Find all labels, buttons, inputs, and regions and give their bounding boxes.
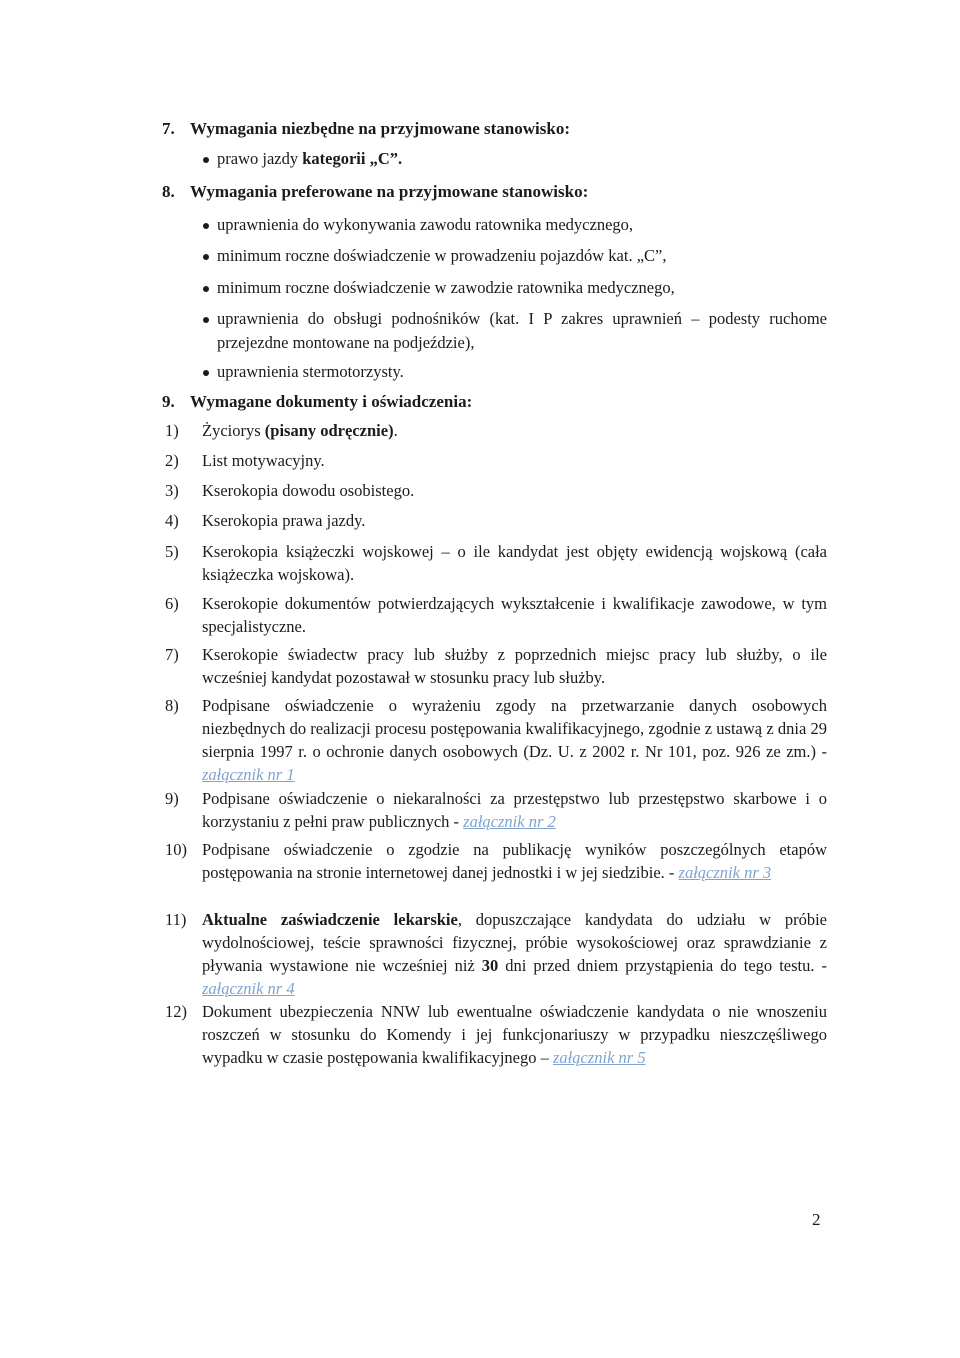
list-item-number: 2) xyxy=(165,451,179,470)
section-8-title: Wymagania preferowane na przyjmowane stanowisko: xyxy=(190,182,589,201)
list-item xyxy=(165,694,827,786)
section-8-bullet xyxy=(217,276,827,300)
bullet-text: uprawnienia do obsługi podnośników (kat. I P zakres uprawnień – podesty ruchome przejezdne montowane na podjeździe), xyxy=(217,309,827,352)
list-item xyxy=(165,1000,827,1069)
list-item xyxy=(165,540,827,586)
list-item-bold-text: Aktualne zaświadczenie lekarskie xyxy=(202,910,458,929)
attachment-link[interactable]: załącznik nr 2 xyxy=(463,812,556,831)
bullet-text: minimum roczne doświadczenie w prowadzeniu pojazdów kat. „C”, xyxy=(217,246,667,265)
list-item-number: 11) xyxy=(165,910,187,929)
list-item-text: , dopuszczające kandydata do udziału w próbie wydolnościowej, teście sprawności fizycznej, próbie wysokościowej oraz sprawdzianie z pływania wystawione nie wcześniej niż xyxy=(202,910,827,975)
section-7-number: 7. xyxy=(162,119,175,138)
list-item-bold-text: (pisany odręcznie) xyxy=(264,421,394,440)
list-item-number: 6) xyxy=(165,594,179,613)
list-item-text: Życiorys xyxy=(202,421,265,440)
list-item-number: 12) xyxy=(165,1002,187,1021)
list-item-number: 7) xyxy=(165,645,179,664)
bullet-dot-icon xyxy=(203,370,209,376)
bullet-text: minimum roczne doświadczenie w zawodzie ratownika medycznego, xyxy=(217,278,675,297)
section-7-title: Wymagania niezbędne na przyjmowane stanowisko: xyxy=(190,119,570,138)
section-9-heading xyxy=(162,390,472,414)
list-item xyxy=(165,419,827,442)
list-item-text-end: . xyxy=(393,421,398,440)
list-item xyxy=(165,592,827,638)
list-item-number: 1) xyxy=(165,421,179,440)
list-item-text: Dokument ubezpieczenia NNW lub ewentualne oświadczenie kandydata o nie wnoszeniu roszczeń w stosunku do Komendy i jej funkcjonariuszy w przypadku nieszczęśliwego wypadku w czasie postępowania kwalifikacyjnego – xyxy=(202,1002,827,1067)
list-item-number: 10) xyxy=(165,840,187,859)
list-item-text: List motywacyjny. xyxy=(202,451,325,470)
list-item-text: Kserokopia dowodu osobistego. xyxy=(202,481,415,500)
attachment-link[interactable]: załącznik nr 4 xyxy=(202,979,295,998)
section-9-title: Wymagane dokumenty i oświadczenia: xyxy=(190,392,473,411)
list-item-number: 4) xyxy=(165,511,179,530)
section-8-heading xyxy=(162,180,588,204)
list-item-number: 8) xyxy=(165,696,179,715)
bullet-bold-text: kategorii „C”. xyxy=(302,149,403,168)
list-item-text: Kserokopia książeczki wojskowej – o ile kandydat jest objęty ewidencją wojskową (cała książeczka wojskowa). xyxy=(202,542,827,584)
list-item-text: Podpisane oświadczenie o zgodzie na publikację wyników poszczególnych etapów postępowania na stronie internetowej danej jednostki i w jej siedzibie. - xyxy=(202,840,827,882)
section-8-number: 8. xyxy=(162,182,175,201)
list-item xyxy=(165,838,827,884)
bullet-text: uprawnienia stermotorzysty. xyxy=(217,362,404,381)
list-item-number: 5) xyxy=(165,542,179,561)
bullet-dot-icon xyxy=(203,286,209,292)
attachment-link[interactable]: załącznik nr 3 xyxy=(678,863,772,882)
list-item xyxy=(165,908,827,1000)
list-item-number: 9) xyxy=(165,789,179,808)
section-8-bullet xyxy=(217,307,827,355)
bullet-dot-icon xyxy=(203,223,209,229)
section-7-heading xyxy=(162,117,570,141)
list-item xyxy=(165,643,827,689)
attachment-link[interactable]: załącznik nr 1 xyxy=(202,765,295,784)
list-item-text: Kserokopie świadectw pracy lub służby z poprzednich miejsc pracy lub służby, o ile wcześniej kandydat pozostawał w stosunku pracy lub służby. xyxy=(202,645,827,687)
section-9-number: 9. xyxy=(162,392,175,411)
bullet-text: prawo jazdy xyxy=(217,149,303,168)
page-number: 2 xyxy=(812,1210,821,1229)
list-item-text: Podpisane oświadczenie o wyrażeniu zgody na przetwarzanie danych osobowych niezbędnych do realizacji procesu postępowania kwalifikacyjnego, zgodnie z ustawą z dnia 29 sierpnia 1997 r. o ochronie danych osobowych (Dz. U. z 2002 r. Nr 101, poz. 926 ze zm.) - xyxy=(202,696,827,761)
attachment-link[interactable]: załącznik nr 5 xyxy=(552,1048,646,1067)
bullet-text: uprawnienia do wykonywania zawodu ratownika medycznego, xyxy=(217,215,634,234)
bullet-dot-icon xyxy=(203,157,209,163)
list-item xyxy=(165,449,827,472)
list-item xyxy=(165,479,827,502)
list-item-text: Kserokopie dokumentów potwierdzających wykształcenie i kwalifikacje zawodowe, w tym specjalistyczne. xyxy=(202,594,827,636)
list-item-number: 3) xyxy=(165,481,179,500)
list-item-text: Podpisane oświadczenie o niekaralności za przestępstwo lub przestępstwo skarbowe i o korzystaniu z pełni praw publicznych - xyxy=(202,789,827,831)
list-item-text: Kserokopia prawa jazdy. xyxy=(202,511,366,530)
list-item xyxy=(165,509,827,532)
section-8-bullet xyxy=(217,213,827,237)
bullet-dot-icon xyxy=(203,254,209,260)
list-item-text-2: dni przed dniem przystąpienia do tego testu. - xyxy=(498,956,827,975)
list-item xyxy=(165,787,827,833)
bullet-dot-icon xyxy=(203,317,209,323)
section-8-bullet xyxy=(217,360,827,384)
list-item-bold-number: 30 xyxy=(481,956,499,975)
section-8-bullet xyxy=(217,244,827,268)
section-7-bullet xyxy=(217,147,827,171)
